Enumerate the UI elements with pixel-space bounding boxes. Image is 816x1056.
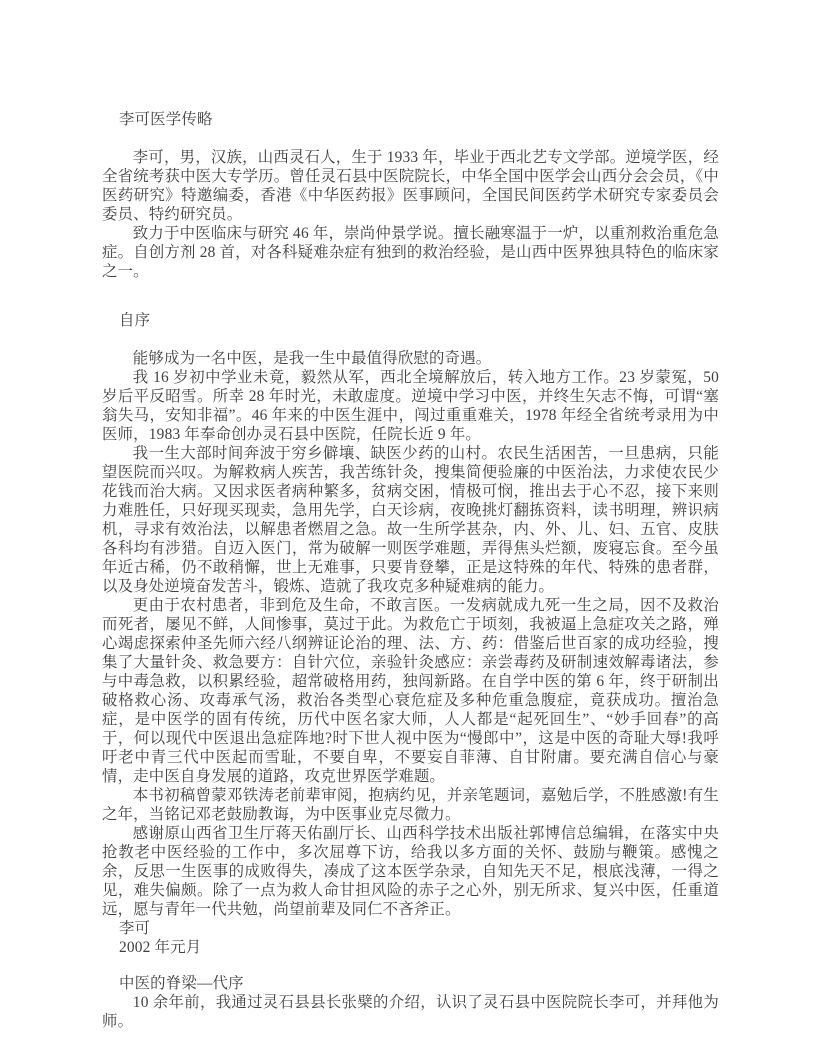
foreword-paragraph: 10 余年前，我通过灵石县县长张檗的介绍，认识了灵石县中医院院长李可，并拜他为师。: [102, 994, 719, 1030]
biography-paragraph: 李可，男，汉族，山西灵石人，生于 1933 年，毕业于西北艺专文学部。逆境学医，经全省统考获中医大专学历。曾任灵石县中医院院长，中华全国中医学会山西分会会员，《中医药研究》特邀编委，香港《中华医药报》医事顾问，全国民间医药学术研究专家委员会委员、特约研究员。: [102, 149, 719, 223]
preface-paragraph: 能够成为一名中医，是我一生中最值得欣慰的奇遇。: [132, 350, 492, 367]
signature-name: 李可: [119, 920, 151, 937]
document-content: [102, 110, 719, 1031]
preface-paragraph: 感谢原山西省卫生厅蒋天佑副厅长、山西科学技术出版社郭博信总编辑，在落实中央抢教老中医经验的工作中，多次屈尊下访，给我以多方面的关怀、鼓励与鞭策。感愧之余，反思一生医事的成败得失，凑成了这本医学杂录，自知先天不足，根底浅薄，一得之见，难失偏颇。除了一点为救人命甘担风险的赤子之心外，别无所求、复兴中医，任重道远，愿与青年一代共勉，尚望前辈及同仁不吝斧正。: [102, 825, 719, 918]
preface-paragraph: 我 16 岁初中学业未竟，毅然从军，西北全境解放后，转入地方工作。23 岁蒙冤，50 岁后平反昭雪。所幸 28 年时光，未敢虚度。逆境中学习中医，并终生矢志不悔，可谓“塞翁失马，安知非福”。46 年来的中医生涯中，闯过重重难关，1978 年经全省统考录用为中医师，1983 年奉命创办灵石县中医院，任院长近 9 年。: [102, 369, 719, 443]
foreword-heading: 中医的脊梁—代序: [119, 975, 244, 992]
signature-date: 2002 年元月: [119, 939, 202, 956]
biography-paragraph: 致力于中医临床与研究 46 年，崇尚仲景学说。擅长融寒温于一炉，以重剂救治重危急症。自创方剂 28 首，对各科疑难杂症有独到的救治经验，是山西中医界独具特色的临床家之一。: [102, 225, 719, 280]
preface-paragraph: 本书初稿曾蒙邓铁涛老前辈审阅，抱病约见，并亲笔题词，嘉勉后学，不胜感激!有生之年，当铭记邓老鼓励教诲，为中医事业克尽微力。: [102, 787, 719, 823]
preface-paragraph: 更由于农村患者，非到危及生命，不敢言医。一发病就成九死一生之局，因不及救治而死者，屡见不鲜，人间惨事，莫过于此。为救危亡于顷刻，我被逼上急症攻关之路，殚心竭虑探索仲圣先师六经八纲辨证论治的理、法、方、药：借鉴后世百家的成功经验，搜集了大量针灸、救急要方：自针穴位，亲验针灸感应：亲尝毒药及研制速效解毒诸法，参与中毒急救，以积累经验，超常破格用药，独闯新路。在自学中医的第 6 年，终于研制出破格救心汤、攻毒承气汤，救治各类型心衰危症及多种危重急腹症，竟获成功。擅治急症，是中医学的固有传统，历代中医名家大师，人人都是“起死回生”、“妙手回春”的高于，何以现代中医退出急症阵地?时下世人视中医为“慢郎中”，这是中医的奇耻大辱!我呼吁老中青三代中医起而雪耻，不要自卑，不要妄自菲薄、自甘附庸。要充满自信心与豪情，走中医自身发展的道路，攻克世界医学难题。: [102, 597, 719, 785]
preface-paragraph: 我一生大部时间奔波于穷乡僻壤、缺医少药的山村。农民生活困苦，一旦患病，只能望医院而兴叹。为解救病人疾苦，我苦练针灸，搜集简便验廉的中医治法，力求使农民少花钱而治大病。又因求医者病种繁多，贫病交困，情极可悯，推出去于心不忍，接下来则力难胜任，只好现买现卖，急用先学，白天诊病，夜晚挑灯翻拣资料，读书明理，辨识病机，寻求有效治法，以解患者燃眉之急。故一生所学甚杂，内、外、儿、妇、五官、皮肤各科均有涉猎。自迈入医门，常为破解一则医学难题，弄得焦头烂额，废寝忘食。至今虽年近古稀，仍不敢稍懈，世上无难事，只要肯登攀，正是这特殊的年代、特殊的患者群，以及身处逆境奋发苦斗，锻炼、造就了我攻克多种疑难病的能力。: [102, 445, 719, 595]
preface-heading: 自序: [119, 312, 151, 329]
document-title: 李可医学传略: [119, 111, 213, 128]
